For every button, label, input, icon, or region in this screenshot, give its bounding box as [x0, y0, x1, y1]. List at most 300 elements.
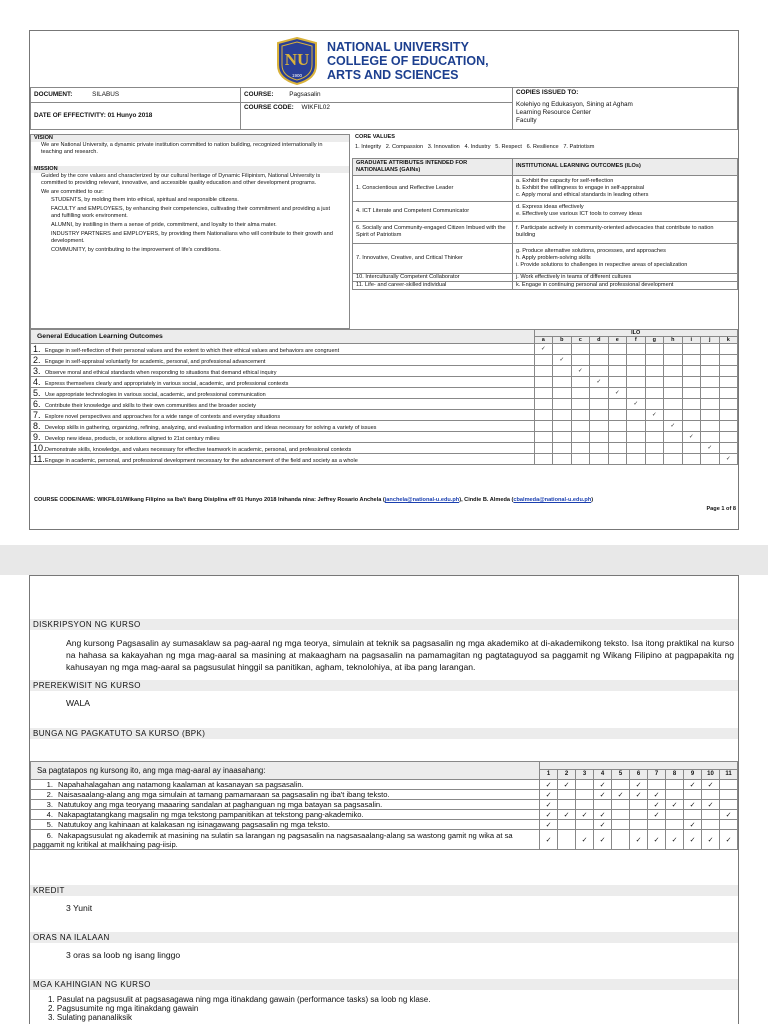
check-cell [648, 820, 666, 830]
check-cell [534, 366, 553, 377]
check-cell [630, 790, 648, 800]
check-cell [553, 432, 572, 443]
bpk-row-text [31, 830, 540, 850]
check-cell [627, 421, 646, 432]
check-cell [594, 820, 612, 830]
geo-row-text [31, 443, 535, 454]
check-cell [719, 355, 738, 366]
check-cell [553, 454, 572, 465]
check-cell [719, 432, 738, 443]
bpk-row-number: 5. [46, 820, 53, 829]
check-cell [553, 344, 572, 355]
bpk-row [31, 790, 738, 800]
bpk-column-header: 2 [558, 769, 576, 779]
check-cell [684, 820, 702, 830]
kahingian-item: 2. Pagsusumite ng mga itinakdang gawain [48, 1004, 199, 1013]
core-values-block [352, 134, 738, 329]
check-cell [701, 366, 720, 377]
check-cell [648, 780, 666, 790]
check-cell [571, 366, 590, 377]
bpk-row [31, 780, 738, 790]
bpk-row-text [31, 780, 540, 790]
gain-item: 7. Innovative, Creative, and Critical Thinker [353, 243, 513, 273]
mission-item: INDUSTRY PARTNERS and EMPLOYERS, by providing them Nationalians who will contribute to their growth and development. [51, 230, 333, 244]
check-cell [630, 820, 648, 830]
geo-row-text [31, 344, 535, 355]
kahingian-item: 3. Sulating pananaliksik [48, 1013, 133, 1022]
bpk-row [31, 830, 738, 850]
document-header-table [30, 87, 738, 130]
checkmark-icon: ✓ [545, 781, 552, 789]
bpk-column-header: 11 [720, 769, 738, 779]
check-cell [594, 810, 612, 820]
check-cell [666, 800, 684, 810]
check-cell [594, 790, 612, 800]
check-cell [534, 377, 553, 388]
checkmark-icon: ✓ [545, 801, 552, 809]
checkmark-icon: ✓ [540, 346, 546, 352]
ilo-group: k. Engage in continuing personal and professional development [513, 281, 738, 289]
checkmark-icon: ✓ [635, 791, 642, 799]
check-cell [645, 432, 664, 443]
check-cell [664, 410, 683, 421]
bpk-row-text [31, 800, 540, 810]
check-cell [558, 810, 576, 820]
checkmark-icon: ✓ [671, 836, 678, 844]
checkmark-icon: ✓ [563, 811, 570, 819]
check-cell [682, 432, 701, 443]
svg-text:NU: NU [284, 50, 310, 69]
checkmark-icon: ✓ [707, 801, 714, 809]
check-cell [594, 780, 612, 790]
check-cell [571, 454, 590, 465]
check-cell [534, 388, 553, 399]
email-link-anchela[interactable]: janchela@national-u.edu.ph [384, 497, 460, 503]
diskripsyon-title: DISKRIPSYON NG KURSO [30, 619, 738, 630]
check-cell [576, 820, 594, 830]
mission-item: ALUMNI, by instilling in them a sense of pride, commitment, and loyalty to their alma mater. [51, 221, 277, 228]
checkmark-icon: ✓ [581, 811, 588, 819]
check-cell [630, 780, 648, 790]
bpk-row-number: 6. [46, 830, 53, 840]
check-cell [612, 800, 630, 810]
check-cell [682, 421, 701, 432]
ilo-group: j. Work effectively in teams of different cultures [513, 273, 738, 281]
check-cell [702, 800, 720, 810]
check-cell [720, 830, 738, 850]
check-cell [612, 790, 630, 800]
geo-row-number: 2. [33, 355, 41, 365]
geo-row-label: Use appropriate technologies in various social, academic, and professional communication [45, 392, 266, 398]
geo-row [31, 388, 738, 399]
checkmark-icon: ✓ [559, 357, 565, 363]
check-cell [682, 399, 701, 410]
check-cell [664, 421, 683, 432]
geo-row-label: Develop skills in gathering, organizing, refining, analyzing, and evaluating information and ideas necessary for solving a variety of issues [45, 425, 377, 431]
check-cell [612, 810, 630, 820]
mission-intro: Guided by the core values and characterized by our cultural heritage of Dynamic Filipinism, National University is committed to providing relevant, innovative, and accessible quality education and other development programs. [41, 172, 321, 186]
document-cell: DOCUMENT: SILABUS [31, 88, 241, 103]
checkmark-icon: ✓ [653, 811, 660, 819]
check-cell [627, 355, 646, 366]
geo-row [31, 399, 738, 410]
bpk-row-label: Natutukoy ang kahinaan at kalakasan ng isinagawang pagsasalin ng mga teksto. [58, 820, 330, 829]
kahingian-list [48, 995, 430, 1022]
check-cell [627, 410, 646, 421]
check-cell [590, 421, 609, 432]
check-cell [571, 432, 590, 443]
syllabus-page-2 [0, 575, 768, 1024]
check-cell [720, 800, 738, 810]
geo-row-text [31, 421, 535, 432]
gains-ilos-table [352, 158, 738, 290]
check-cell [571, 355, 590, 366]
check-cell [571, 377, 590, 388]
checkmark-icon: ✓ [689, 836, 696, 844]
check-cell [540, 800, 558, 810]
bpk-row-number: 2. [46, 790, 53, 799]
checkmark-icon: ✓ [688, 434, 694, 440]
check-cell [719, 344, 738, 355]
check-cell [666, 820, 684, 830]
check-cell [627, 443, 646, 454]
check-cell [553, 355, 572, 366]
check-cell [664, 377, 683, 388]
check-cell [684, 800, 702, 810]
university-logo [275, 37, 489, 85]
vision-mission-block [30, 134, 350, 329]
checkmark-icon: ✓ [599, 821, 606, 829]
geo-rows [31, 344, 738, 465]
ilo-column-header: b [553, 337, 572, 344]
geo-row-label: Explore novel perspectives and approaches for a wide range of contexts and everyday situations [45, 414, 281, 420]
checkmark-icon: ✓ [563, 781, 570, 789]
check-cell [540, 780, 558, 790]
check-cell [648, 790, 666, 800]
course-code-cell: COURSE CODE: WIKFIL02 [241, 103, 513, 130]
geo-row [31, 377, 738, 388]
check-cell [534, 410, 553, 421]
checkmark-icon: ✓ [545, 811, 552, 819]
geo-row-text [31, 388, 535, 399]
ilo-column-header: d [590, 337, 609, 344]
ilo-group: g. Produce alternative solutions, processes, and approaches h. Apply problem-solving skills i. Provide solutions to challenges in respective areas of specialization [513, 243, 738, 273]
check-cell [702, 790, 720, 800]
geo-row [31, 355, 738, 366]
checkmark-icon: ✓ [635, 781, 642, 789]
oras-text: 3 oras sa loob ng isang linggo [66, 950, 181, 960]
university-seal-icon [275, 37, 319, 85]
geo-row-number: 8. [33, 421, 41, 431]
course-cell: COURSE: Pagsasalin [241, 88, 513, 103]
bpk-column-header: 3 [576, 769, 594, 779]
check-cell [571, 421, 590, 432]
check-cell [571, 388, 590, 399]
ilo-column-header: f [627, 337, 646, 344]
bpk-row-text [31, 820, 540, 830]
bpk-rows [31, 780, 738, 850]
ilo-group: d. Express ideas effectively e. Effectively use various ICT tools to convey ideas [513, 201, 738, 221]
kahingian-title: MGA KAHINGIAN NG KURSO [30, 979, 738, 990]
check-cell [534, 355, 553, 366]
checkmark-icon: ✓ [614, 390, 620, 396]
gain-item: 11. Life- and career-skilled individual [353, 281, 513, 289]
check-cell [682, 410, 701, 421]
checkmark-icon: ✓ [599, 836, 606, 844]
check-cell [590, 377, 609, 388]
checkmark-icon: ✓ [633, 401, 639, 407]
bpk-row-label: Nakapagsusulat ng akademik at masining na sulatin sa larangan ng pagsasalin na nagsasaalang-alang sa wastong gamit ng wika at sa paggamit ng kritikal at malikhaing pag-iisip. [33, 830, 513, 849]
bpk-row-number: 3. [46, 800, 53, 809]
check-cell [719, 399, 738, 410]
mission-item: COMMUNITY, by contributing to the improvement of life's conditions. [51, 246, 221, 253]
check-cell [701, 421, 720, 432]
check-cell [608, 454, 627, 465]
geo-row [31, 454, 738, 465]
bpk-row-label: Naisasaalang-alang ang mga simulain at tamang pamamaraan sa pagsasalin ng iba't ibang teksto. [58, 790, 390, 799]
checkmark-icon: ✓ [545, 791, 552, 799]
check-cell [571, 443, 590, 454]
geo-row-text [31, 366, 535, 377]
check-cell [627, 377, 646, 388]
mission-committed: We are committed to our: [41, 188, 104, 195]
checkmark-icon: ✓ [671, 801, 678, 809]
bpk-row-text [31, 810, 540, 820]
checkmark-icon: ✓ [670, 423, 676, 429]
check-cell [571, 399, 590, 410]
kredit-title: KREDIT [30, 885, 738, 896]
email-link-almeda[interactable]: cbalmeda@national-u.edu.ph [513, 497, 592, 503]
bpk-row-number: 4. [46, 810, 53, 819]
check-cell [682, 443, 701, 454]
check-cell [719, 443, 738, 454]
check-cell [664, 344, 683, 355]
check-cell [558, 780, 576, 790]
check-cell [594, 800, 612, 810]
mission-item: STUDENTS, by molding them into ethical, spiritual and responsible citizens. [51, 196, 239, 203]
check-cell [666, 810, 684, 820]
check-cell [664, 443, 683, 454]
geo-row [31, 432, 738, 443]
check-cell [664, 432, 683, 443]
oras-title: ORAS NA ILALAAN [30, 932, 738, 943]
check-cell [558, 790, 576, 800]
ilo-column-header: j [701, 337, 720, 344]
check-cell [719, 377, 738, 388]
check-cell [608, 344, 627, 355]
check-cell [702, 820, 720, 830]
check-cell [682, 454, 701, 465]
ilo-group: a. Exhibit the capacity for self-reflection b. Exhibit the willingness to engage in self-appraisal c. Apply moral and ethical standards in leading others [513, 175, 738, 201]
check-cell [608, 388, 627, 399]
check-cell [719, 454, 738, 465]
check-cell [540, 830, 558, 850]
check-cell [645, 377, 664, 388]
check-cell [701, 344, 720, 355]
checkmark-icon: ✓ [707, 836, 714, 844]
bpk-row-number: 1. [46, 780, 53, 789]
check-cell [664, 366, 683, 377]
check-cell [612, 820, 630, 830]
check-cell [576, 830, 594, 850]
geo-row-text [31, 432, 535, 443]
check-cell [645, 399, 664, 410]
geo-row-label: Engage in self-appraisal voluntarily for academic, personal, and professional advancement [45, 359, 266, 365]
check-cell [719, 421, 738, 432]
check-cell [720, 810, 738, 820]
copies-issued-cell: COPIES ISSUED TO: Kolehiyo ng Edukasyon, Sining at Agham Learning Resource Center Faculty [513, 88, 738, 130]
check-cell [702, 780, 720, 790]
checkmark-icon: ✓ [689, 821, 696, 829]
check-cell [590, 399, 609, 410]
kahingian-item: 1. Pasulat na pagsusulit at pagsasagawa ning mga itinakdang gawain (performance tasks) sa loob ng klase. [48, 995, 431, 1004]
check-cell [666, 790, 684, 800]
svg-text:1900: 1900 [291, 73, 303, 78]
check-cell [576, 810, 594, 820]
check-cell [553, 443, 572, 454]
page-number: Page 1 of 8 [706, 506, 736, 512]
geo-row-number: 1. [33, 344, 41, 354]
checkmark-icon: ✓ [599, 781, 606, 789]
check-cell [612, 830, 630, 850]
checkmark-icon: ✓ [707, 781, 714, 789]
check-cell [540, 820, 558, 830]
geo-row-label: Engage in self-reflection of their personal values and the extent to which their ethical values and behaviors are congruent [45, 348, 340, 354]
geo-matrix-table [30, 329, 738, 465]
geo-row [31, 421, 738, 432]
check-cell [630, 810, 648, 820]
checkmark-icon: ✓ [596, 379, 602, 385]
kredit-text: 3 Yunit [66, 903, 93, 913]
geo-row [31, 344, 738, 355]
geo-row-number: 10. [33, 443, 46, 453]
geo-row [31, 443, 738, 454]
ilo-column-header: a [534, 337, 553, 344]
checkmark-icon: ✓ [707, 445, 713, 451]
check-cell [627, 399, 646, 410]
bpk-row-label: Napahahalagahan ang natamong kaalaman at kasanayan sa pagsasalin. [58, 780, 304, 789]
check-cell [608, 443, 627, 454]
check-cell [664, 454, 683, 465]
effectivity-cell: DATE OF EFFECTIVITY: 01 Hunyo 2018 [31, 103, 241, 130]
check-cell [702, 810, 720, 820]
check-cell [590, 454, 609, 465]
ilo-column-header: k [719, 337, 738, 344]
university-name: NATIONAL UNIVERSITY COLLEGE OF EDUCATION, ARTS AND SCIENCES [327, 40, 489, 82]
geo-row-label: Develop new ideas, products, or solutions aligned to 21st century milieu [45, 436, 220, 442]
geo-row-text [31, 355, 535, 366]
core-values-title: CORE VALUES [355, 134, 395, 140]
check-cell [590, 443, 609, 454]
check-cell [720, 820, 738, 830]
checkmark-icon: ✓ [635, 836, 642, 844]
geo-row-text [31, 454, 535, 465]
check-cell [540, 810, 558, 820]
prerekwisit-text: WALA [66, 698, 91, 708]
check-cell [682, 344, 701, 355]
check-cell [590, 432, 609, 443]
bpk-intro: Sa pagtatapos ng kursong ito, ang mga mag-aaral ay inaasahang: [31, 762, 540, 780]
checkmark-icon: ✓ [545, 836, 552, 844]
check-cell [645, 355, 664, 366]
ilo-column-header: h [664, 337, 683, 344]
mission-items [31, 197, 349, 254]
check-cell [534, 454, 553, 465]
check-cell [594, 830, 612, 850]
check-cell [534, 421, 553, 432]
check-cell [627, 454, 646, 465]
geo-row-label: Contribute their knowledge and skills to their own communities and the broader society [45, 403, 256, 409]
check-cell [684, 810, 702, 820]
ilo-label: ILO [534, 330, 738, 337]
check-cell [630, 830, 648, 850]
check-cell [553, 410, 572, 421]
check-cell [558, 800, 576, 810]
check-cell [608, 410, 627, 421]
gain-item: 4. ICT Literate and Competent Communicator [353, 201, 513, 221]
ilos-header: INSTITUTIONAL LEARNING OUTCOMES (ILOs) [513, 158, 738, 175]
bpk-row [31, 810, 738, 820]
checkmark-icon: ✓ [545, 821, 552, 829]
geo-row-number: 7. [33, 410, 41, 420]
geo-row-text [31, 377, 535, 388]
bpk-column-header: 4 [594, 769, 612, 779]
bpk-column-header: 7 [648, 769, 666, 779]
ilo-column-header: g [645, 337, 664, 344]
checkmark-icon: ✓ [653, 801, 660, 809]
check-cell [534, 344, 553, 355]
geo-row-number: 9. [33, 432, 41, 442]
check-cell [682, 377, 701, 388]
check-cell [702, 830, 720, 850]
check-cell [719, 366, 738, 377]
bpk-column-header: 6 [630, 769, 648, 779]
checkmark-icon: ✓ [689, 801, 696, 809]
mission-title: MISSION [31, 166, 349, 173]
checkmark-icon: ✓ [599, 791, 606, 799]
checkmark-icon: ✓ [725, 456, 731, 462]
vision-title: VISION [31, 135, 349, 142]
bpk-row [31, 800, 738, 810]
check-cell [553, 421, 572, 432]
check-cell [627, 432, 646, 443]
check-cell [553, 388, 572, 399]
diskripsyon-text: Ang kursong Pagsasalin ay sumasaklaw sa pag-aaral ng mga teorya, simulain at teknik sa pagsasalin ng mga akademiko at di-akademikong teksto. Isa itong praktikal na kurso na hahasa sa kakayahan ng mga mag-aaral sa masining at makaagham na pagsasalin na pamamagitan ng pagtataguyod sa paggamit ng Wikang Filipino at pagpapakita ng kahusayan ng mga mag-aaral sa pagsusulat hinggil sa panitikan, agham, teknolohiya, at iba pang larangan. [66, 638, 734, 672]
check-cell [576, 780, 594, 790]
page-1-footer: COURSE CODE/NAME: WIKFIL01/Wikang Filipino sa Iba't ibang Disiplina eff 01 Hunyo 2018 Inihanda nina: Jeffrey Rosario Anchela (janchela@national-u.edu.ph), Cindie B. Almeda (cbalmeda@national-u.edu.ph) [34, 497, 594, 503]
check-cell [719, 388, 738, 399]
check-cell [666, 830, 684, 850]
check-cell [719, 410, 738, 421]
ilo-column-header: e [608, 337, 627, 344]
gain-item: 10. Interculturally Competent Collaborator [353, 273, 513, 281]
check-cell [534, 399, 553, 410]
check-cell [553, 377, 572, 388]
check-cell [608, 366, 627, 377]
check-cell [590, 355, 609, 366]
mission-item: FACULTY and EMPLOYEES, by enhancing their competencies, cultivating their commitment and providing a just and fulfilling work environment. [51, 205, 330, 219]
check-cell [648, 830, 666, 850]
check-cell [682, 366, 701, 377]
bpk-column-header: 9 [684, 769, 702, 779]
check-cell [720, 780, 738, 790]
check-cell [701, 432, 720, 443]
bpk-table [30, 761, 738, 850]
checkmark-icon: ✓ [725, 836, 732, 844]
check-cell [645, 344, 664, 355]
check-cell [630, 800, 648, 810]
bpk-column-header: 1 [540, 769, 558, 779]
